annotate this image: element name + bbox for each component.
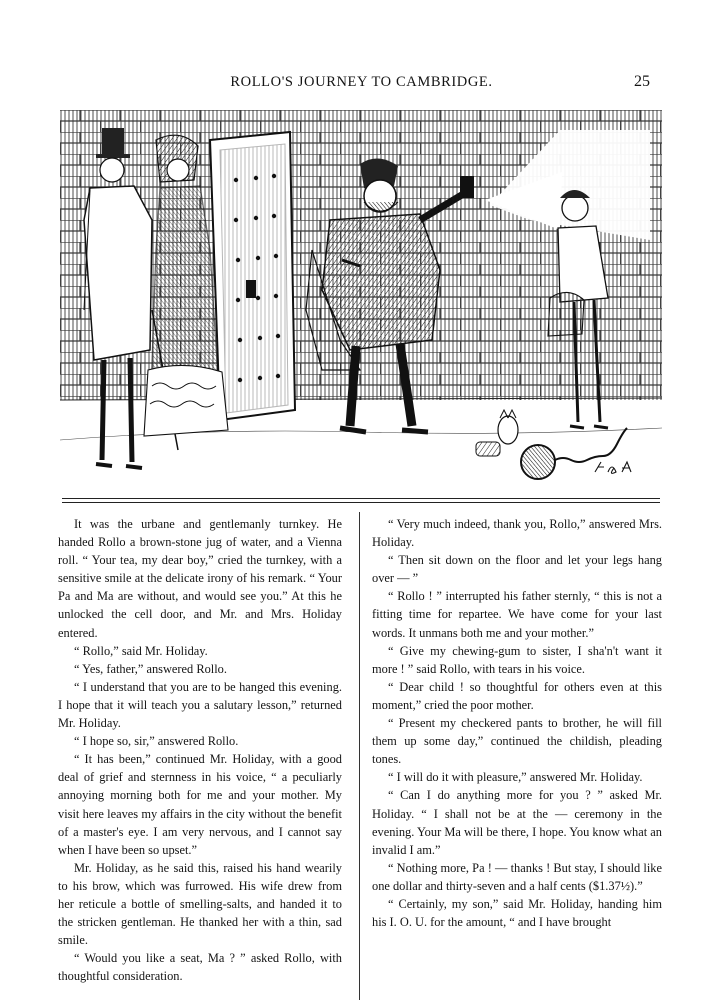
page-number: 25 bbox=[634, 73, 650, 90]
paragraph: “ Rollo ! ” interrupted his father sternly, “ this is not a fitting time for repartee. We have come for your last words. It unmans both me and your mother.” bbox=[372, 589, 662, 640]
bread-roll bbox=[476, 442, 500, 456]
paragraph: “ Yes, father,” answered Rollo. bbox=[74, 661, 227, 676]
paragraph: “ Would you like a seat, Ma ? ” asked Rollo, with thoughtful consideration. bbox=[58, 951, 342, 984]
paragraph: “ Then sit down on the floor and let your legs hang over — ” bbox=[372, 553, 662, 586]
right-text-column bbox=[372, 515, 662, 931]
paragraph: “ I understand that you are to be hanged this evening. I hope that it will teach you a salutary lesson,” returned Mr. Holiday. bbox=[58, 679, 342, 731]
paragraph: It was the urbane and gentlemanly turnkey. He handed Rollo a brown-stone jug of water, and a Vienna roll. “ Your tea, my dear boy,” cried the turnkey, with a sensitive smile at the delicate irony of his remark. “ Your Pa and Ma are without, and would see you.” At this he unlocked the cell door, and Mr. and Mrs. Holiday entered. bbox=[58, 517, 342, 640]
engraving-illustration bbox=[60, 110, 662, 490]
running-head bbox=[0, 74, 723, 96]
left-text-column bbox=[58, 515, 342, 985]
paragraph: “ Can I do anything more for you ? ” asked Mr. Holiday. “ I shall not be at the — ceremony in the evening. Your Ma will be there, I hope. You know what an invalid I am.” bbox=[372, 788, 662, 857]
illustration-rule-thick bbox=[62, 498, 660, 499]
paragraph: Mr. Holiday, as he said this, raised his hand wearily to his brow, which was furrowed. His wife drew from her reticule a bottle of smelling-salts, and handed it to the stricken gentleman. He thanked her with a thin, sad smile. bbox=[58, 860, 342, 948]
paragraph: “ Nothing more, Pa ! — thanks ! But stay, I should like one dollar and thirty-seven and a half cents ($1.37½).” bbox=[372, 860, 662, 893]
paragraph: “ It has been,” continued Mr. Holiday, with a good deal of grief and sternness in his voice, “ a peculiarly annoying morning both for me and your mother. My visit here leaves my affairs in the city without the benefit of a master's eye. I am very nervous, and I cannot say when I have been so upset.” bbox=[58, 752, 342, 857]
paragraph: “ I will do it with pleasure,” answered Mr. Holiday. bbox=[388, 770, 643, 785]
paragraph: “ Give my chewing-gum to sister, I sha'n't want it more ! ” said Rollo, with tears in his voice. bbox=[372, 643, 662, 676]
paragraph: “ I hope so, sir,” answered Rollo. bbox=[74, 734, 239, 749]
paragraph: “ Dear child ! so thoughtful for others even at this moment,” cried the poor mother. bbox=[372, 679, 662, 712]
column-divider bbox=[359, 512, 360, 1000]
paragraph: “ Rollo,” said Mr. Holiday. bbox=[74, 643, 208, 658]
paragraph: “ Certainly, my son,” said Mr. Holiday, handing him his I. O. U. for the amount, “ and I have brought bbox=[372, 896, 662, 930]
paragraph: “ Present my checkered pants to brother, he will fill them up some day,” continued the childish, pleading tones. bbox=[372, 716, 662, 767]
paragraph: “ Very much indeed, thank you, Rollo,” answered Mrs. Holiday. bbox=[372, 517, 662, 550]
illustration-rule-thin bbox=[62, 502, 660, 503]
running-title: ROLLO'S JOURNEY TO CAMBRIDGE. bbox=[230, 74, 493, 90]
